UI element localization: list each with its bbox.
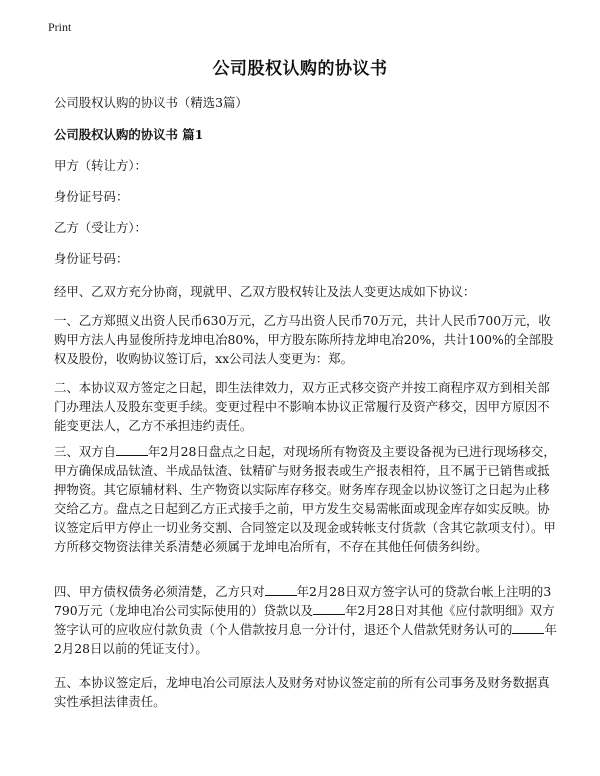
print-link[interactable]: Print xyxy=(48,20,72,34)
clause-4 xyxy=(54,582,559,658)
clause-2: 二、本协议双方签定之日起，即生法律效力，双方正式移交资产并按工商程序双方到相关部门办理法人及股东变更手续。变更过程中不影响本协议正常履行及资产移交，因甲方原因不能变更法人，乙方不承担违约责任。 xyxy=(54,380,550,433)
party-a-line: 甲方（转让方）： xyxy=(54,158,147,173)
party-b-line: 乙方（受让方）： xyxy=(54,220,147,235)
clause-5: 五、本协议签定后，龙坤电冶公司原法人及财务对协议签定前的所有公司事务及财务数据真实性承担法律责任。 xyxy=(54,675,550,709)
blank-line xyxy=(512,621,544,634)
clause-3-part-a: 三、双方自 xyxy=(54,444,116,459)
clause-4-part-c: 年2月28日对其他《应付款明细》双方签字认可的应收应付款负责（个人借款按月息一分计付，退还个人借款凭财务认可的 xyxy=(54,603,555,637)
section-heading: 公司股权认购的协议书 篇1 xyxy=(54,127,204,142)
clause-4-part-d: 年2月28日以前的凭证支付）。 xyxy=(54,622,557,656)
party-a-id-line: 身份证号码： xyxy=(54,189,129,204)
intro-paragraph: 经甲、乙双方充分协商，现就甲、乙双方股权转让及法人变更达成如下协议： xyxy=(54,284,476,299)
document-subtitle: 公司股权认购的协议书（精选3篇） xyxy=(54,95,248,110)
clause-4-part-a: 四、甲方债权债务必须清楚，乙方只对 xyxy=(54,584,265,599)
blank-line xyxy=(116,443,148,456)
blank-line xyxy=(265,583,297,596)
clause-1: 一、乙方郑照义出资人民币630万元，乙方马出资人民币70万元，共计人民币700万元，收购甲方法人冉显俊所持龙坤电冶80%，甲方股东陈所持龙坤电冶20%，共计100%的全部股权及股份，收购协议签订后，xx公司法人变更为：郑。 xyxy=(54,313,554,366)
blank-line xyxy=(313,602,345,615)
clause-3 xyxy=(54,442,559,556)
party-b-id-line: 身份证号码： xyxy=(54,251,129,266)
page-title: 公司股权认购的协议书 xyxy=(212,59,388,79)
clause-4-part-b: 年2月28日双方签字认可的贷款台帐上注明的3790万元（龙坤电冶公司实际使用的）贷款以及 xyxy=(54,584,552,618)
clause-3-part-b: 年2月28日盘点之日起，对现场所有物资及主要设备视为已进行现场移交，甲方确保成品钛渣、半成品钛渣、钛精矿与财务报表或生产报表相符，且不属于已销售或抵押物资。其它原辅材料、生产物资以实际库存移交。财务库存现金以协议签订之日起为止移交给乙方。盘点之日起到乙方正式接手之前，甲方发生交易需帐面或现金库存如实反映。协议签定后甲方停止一切业务交割、合同签定以及现金或转帐支付货款（含其它款项支付）。甲方所移交物资法律关系清楚必须属于龙坤电冶所有，不存在其他任何债务纠纷。 xyxy=(54,444,556,554)
